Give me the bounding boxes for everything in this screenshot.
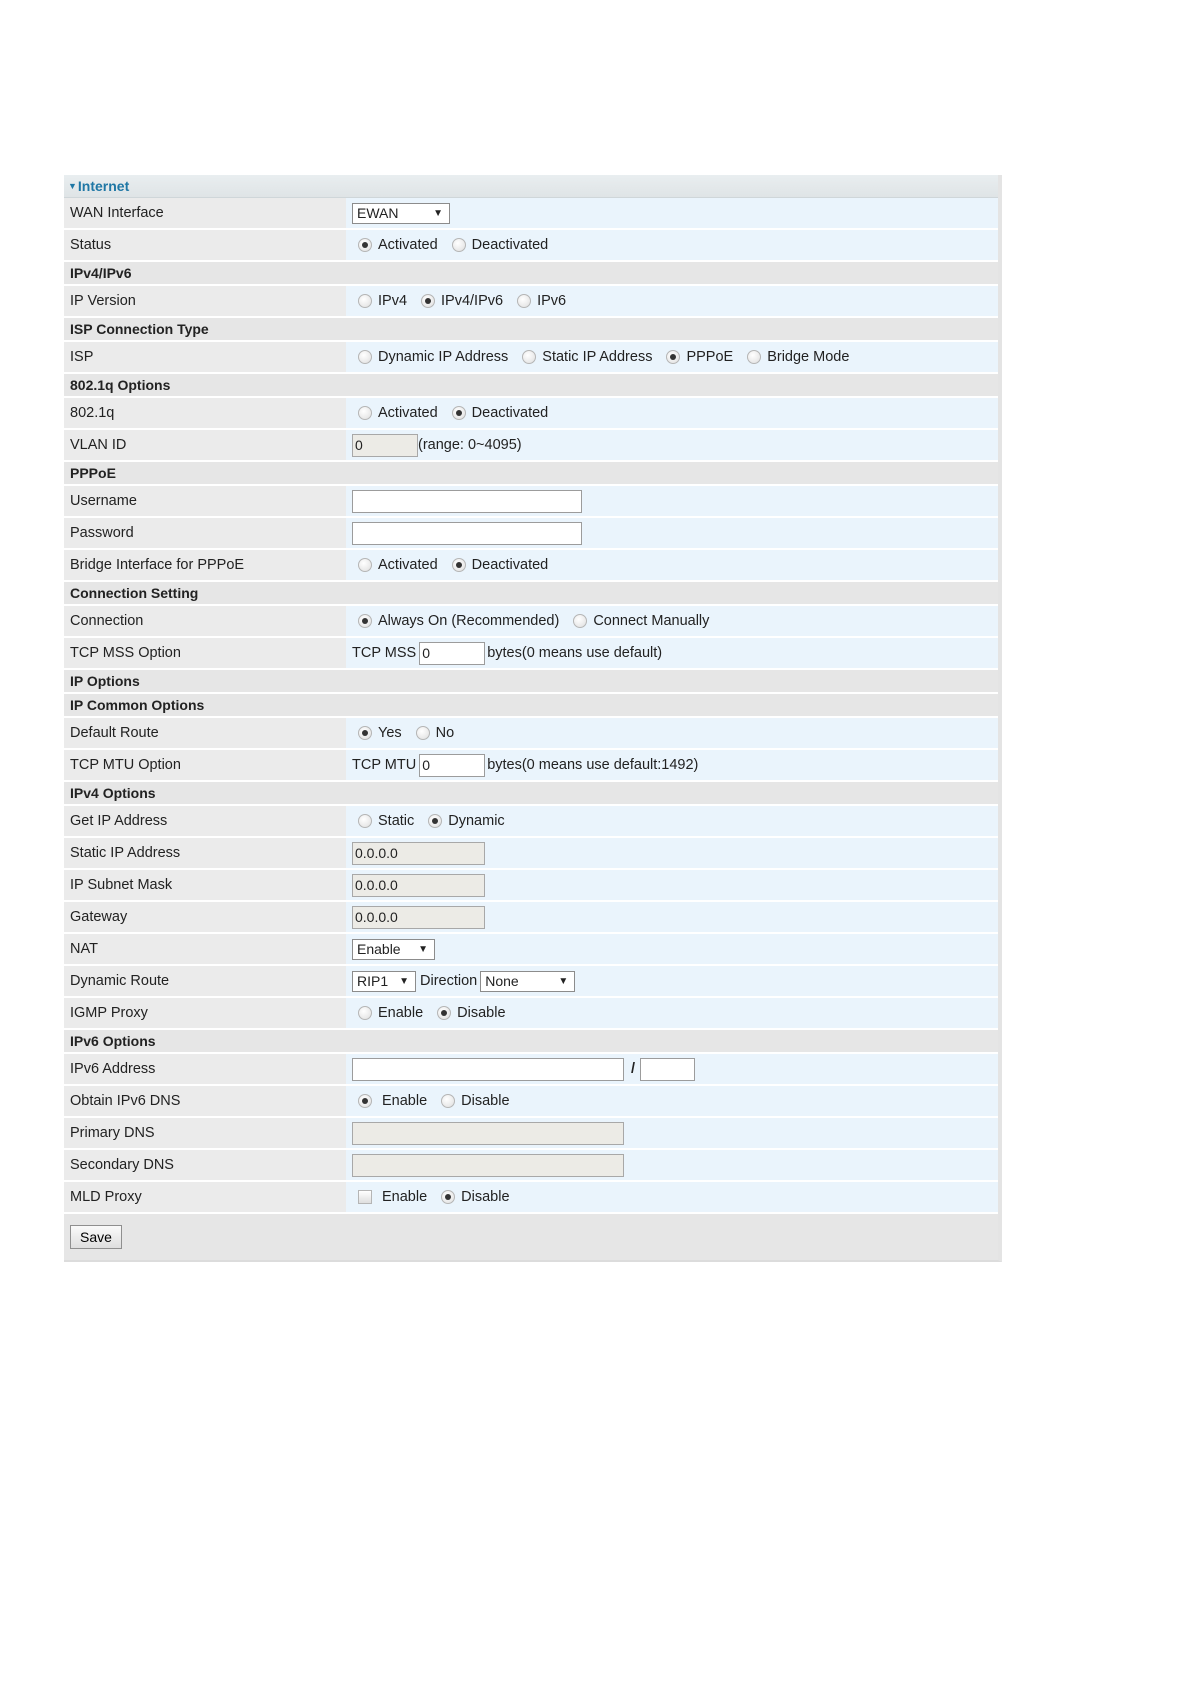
get-ip-static-label: Static xyxy=(378,813,415,829)
get-ip-static-radio[interactable] xyxy=(358,814,372,828)
section-ip-common-options: IP Common Options xyxy=(64,694,998,718)
save-bar xyxy=(64,1214,998,1260)
obtain-dns-disable-radio[interactable] xyxy=(441,1094,455,1108)
row-ipv6-address xyxy=(64,1054,998,1086)
mld-proxy-label: MLD Proxy xyxy=(64,1182,346,1212)
row-nat xyxy=(64,934,998,966)
row-get-ip xyxy=(64,806,998,838)
row-bridge-pppoe xyxy=(64,550,998,582)
vlan-id-label: VLAN ID xyxy=(64,430,346,460)
get-ip-dynamic-label: Dynamic xyxy=(448,813,505,829)
status-activated-label: Activated xyxy=(378,237,438,253)
ipv6-radio-label: IPv6 xyxy=(537,293,567,309)
isp-static-ip-label: Static IP Address xyxy=(542,349,653,365)
section-ipv4-options: IPv4 Options xyxy=(64,782,998,806)
ipv4-ipv6-radio-label: IPv4/IPv6 xyxy=(441,293,504,309)
row-username xyxy=(64,486,998,518)
default-route-yes-radio[interactable] xyxy=(358,726,372,740)
always-on-radio[interactable] xyxy=(358,614,372,628)
always-on-label: Always On (Recommended) xyxy=(378,613,560,629)
connect-manually-radio[interactable] xyxy=(573,614,587,628)
bridge-deactivated-label: Deactivated xyxy=(471,557,549,573)
row-wan-interface xyxy=(64,198,998,230)
isp-dynamic-ip-radio[interactable] xyxy=(358,350,372,364)
default-route-no-label: No xyxy=(435,725,455,741)
nat-select[interactable] xyxy=(352,939,435,960)
static-ip-label: Static IP Address xyxy=(64,838,346,868)
dot1q-activated-radio[interactable] xyxy=(358,406,372,420)
primary-dns-label: Primary DNS xyxy=(64,1118,346,1148)
dynamic-route-label: Dynamic Route xyxy=(64,966,346,996)
tcp-mss-label: TCP MSS Option xyxy=(64,638,346,668)
connect-manually-label: Connect Manually xyxy=(593,613,710,629)
row-tcp-mtu xyxy=(64,750,998,782)
mld-disable-radio[interactable] xyxy=(441,1190,455,1204)
ipv4-radio[interactable] xyxy=(358,294,372,308)
status-deactivated-label: Deactivated xyxy=(471,237,549,253)
isp-label: ISP xyxy=(64,342,346,372)
primary-dns-input[interactable] xyxy=(352,1122,624,1145)
dropdown-arrow-icon: ▼ xyxy=(418,943,428,955)
row-subnet-mask xyxy=(64,870,998,902)
gateway-label: Gateway xyxy=(64,902,346,932)
igmp-enable-label: Enable xyxy=(378,1005,424,1021)
ipv6-address-input[interactable] xyxy=(352,1058,624,1081)
vlan-id-input[interactable]: 0 xyxy=(352,434,418,457)
status-activated-radio[interactable] xyxy=(358,238,372,252)
wan-interface-label: WAN Interface xyxy=(64,198,346,228)
password-input[interactable] xyxy=(352,522,582,545)
isp-bridge-mode-radio[interactable] xyxy=(747,350,761,364)
bridge-deactivated-radio[interactable] xyxy=(452,558,466,572)
tcp-mss-prefix: TCP MSS xyxy=(352,645,417,661)
ipv6-prefix-length-input[interactable] xyxy=(640,1058,695,1081)
section-8021q-options: 802.1q Options xyxy=(64,374,998,398)
bridge-activated-label: Activated xyxy=(378,557,438,573)
default-route-yes-label: Yes xyxy=(378,725,402,741)
tcp-mtu-prefix: TCP MTU xyxy=(352,757,417,773)
dot1q-deactivated-radio[interactable] xyxy=(452,406,466,420)
direction-label: Direction xyxy=(420,973,478,989)
row-igmp-proxy xyxy=(64,998,998,1030)
subnet-mask-label: IP Subnet Mask xyxy=(64,870,346,900)
tcp-mtu-label: TCP MTU Option xyxy=(64,750,346,780)
get-ip-dynamic-radio[interactable] xyxy=(428,814,442,828)
row-ip-version xyxy=(64,286,998,318)
bridge-pppoe-label: Bridge Interface for PPPoE xyxy=(64,550,346,580)
dynamic-route-value: RIP1 xyxy=(357,973,389,989)
mld-enable-radio[interactable] xyxy=(358,1190,372,1204)
row-password xyxy=(64,518,998,550)
secondary-dns-input[interactable] xyxy=(352,1154,624,1177)
ip-version-label: IP Version xyxy=(64,286,346,316)
row-gateway xyxy=(64,902,998,934)
row-vlan-id xyxy=(64,430,998,462)
igmp-disable-label: Disable xyxy=(457,1005,506,1021)
dropdown-arrow-icon: ▼ xyxy=(433,207,443,219)
username-input[interactable] xyxy=(352,490,582,513)
row-default-route xyxy=(64,718,998,750)
vlan-range-hint: (range: 0~4095) xyxy=(418,437,522,453)
panel-header[interactable] xyxy=(64,175,998,198)
static-ip-input[interactable]: 0.0.0.0 xyxy=(352,842,485,865)
section-ipv4-ipv6: IPv4/IPv6 xyxy=(64,262,998,286)
row-obtain-ipv6-dns xyxy=(64,1086,998,1118)
connection-label: Connection xyxy=(64,606,346,636)
panel-title: Internet xyxy=(77,178,130,194)
isp-static-ip-radio[interactable] xyxy=(522,350,536,364)
status-deactivated-radio[interactable] xyxy=(452,238,466,252)
row-isp xyxy=(64,342,998,374)
dropdown-arrow-icon: ▼ xyxy=(399,975,409,987)
row-8021q xyxy=(64,398,998,430)
tcp-mtu-input[interactable]: 0 xyxy=(419,754,485,777)
row-dynamic-route xyxy=(64,966,998,998)
dot1q-deactivated-label: Deactivated xyxy=(471,405,549,421)
tcp-mss-suffix: bytes(0 means use default) xyxy=(487,645,663,661)
row-tcp-mss xyxy=(64,638,998,670)
username-label: Username xyxy=(64,486,346,516)
internet-panel xyxy=(64,175,1002,1262)
row-primary-dns xyxy=(64,1118,998,1150)
dot1q-activated-label: Activated xyxy=(378,405,438,421)
tcp-mtu-suffix: bytes(0 means use default:1492) xyxy=(487,757,699,773)
wan-interface-select[interactable] xyxy=(352,203,450,224)
bridge-activated-radio[interactable] xyxy=(358,558,372,572)
mld-disable-label: Disable xyxy=(461,1189,510,1205)
ipv6-radio[interactable] xyxy=(517,294,531,308)
obtain-dns-enable-radio[interactable] xyxy=(358,1094,372,1108)
obtain-ipv6-dns-label: Obtain IPv6 DNS xyxy=(64,1086,346,1116)
obtain-dns-disable-label: Disable xyxy=(461,1093,510,1109)
row-static-ip xyxy=(64,838,998,870)
ipv4-ipv6-radio[interactable] xyxy=(421,294,435,308)
isp-pppoe-radio[interactable] xyxy=(666,350,680,364)
isp-dynamic-ip-label: Dynamic IP Address xyxy=(378,349,509,365)
dynamic-route-select[interactable] xyxy=(352,971,416,992)
section-isp-connection-type: ISP Connection Type xyxy=(64,318,998,342)
gateway-input[interactable]: 0.0.0.0 xyxy=(352,906,485,929)
ipv4-radio-label: IPv4 xyxy=(378,293,408,309)
secondary-dns-label: Secondary DNS xyxy=(64,1150,346,1180)
nat-label: NAT xyxy=(64,934,346,964)
igmp-proxy-label: IGMP Proxy xyxy=(64,998,346,1028)
igmp-disable-radio[interactable] xyxy=(437,1006,451,1020)
nat-value: Enable xyxy=(357,941,401,957)
save-button[interactable]: Save xyxy=(70,1225,122,1249)
section-connection-setting: Connection Setting xyxy=(64,582,998,606)
subnet-mask-input[interactable]: 0.0.0.0 xyxy=(352,874,485,897)
direction-value: None xyxy=(485,973,519,989)
status-label: Status xyxy=(64,230,346,260)
default-route-no-radio[interactable] xyxy=(416,726,430,740)
section-pppoe: PPPoE xyxy=(64,462,998,486)
obtain-dns-enable-label: Enable xyxy=(382,1093,428,1109)
wan-interface-value: EWAN xyxy=(357,205,399,221)
row-status xyxy=(64,230,998,262)
isp-bridge-mode-label: Bridge Mode xyxy=(767,349,850,365)
collapse-triangle-icon[interactable]: ▼ xyxy=(68,181,77,191)
direction-select[interactable] xyxy=(480,971,575,992)
tcp-mss-input[interactable]: 0 xyxy=(419,642,485,665)
ipv6-prefix-separator: / xyxy=(631,1061,636,1077)
igmp-enable-radio[interactable] xyxy=(358,1006,372,1020)
row-connection xyxy=(64,606,998,638)
row-secondary-dns xyxy=(64,1150,998,1182)
section-ip-options: IP Options xyxy=(64,670,998,694)
mld-enable-label: Enable xyxy=(382,1189,428,1205)
default-route-label: Default Route xyxy=(64,718,346,748)
ipv6-address-label: IPv6 Address xyxy=(64,1054,346,1084)
row-mld-proxy xyxy=(64,1182,998,1214)
section-ipv6-options: IPv6 Options xyxy=(64,1030,998,1054)
isp-pppoe-label: PPPoE xyxy=(686,349,734,365)
password-label: Password xyxy=(64,518,346,548)
dot1q-label: 802.1q xyxy=(64,398,346,428)
get-ip-label: Get IP Address xyxy=(64,806,346,836)
dropdown-arrow-icon: ▼ xyxy=(558,975,569,987)
